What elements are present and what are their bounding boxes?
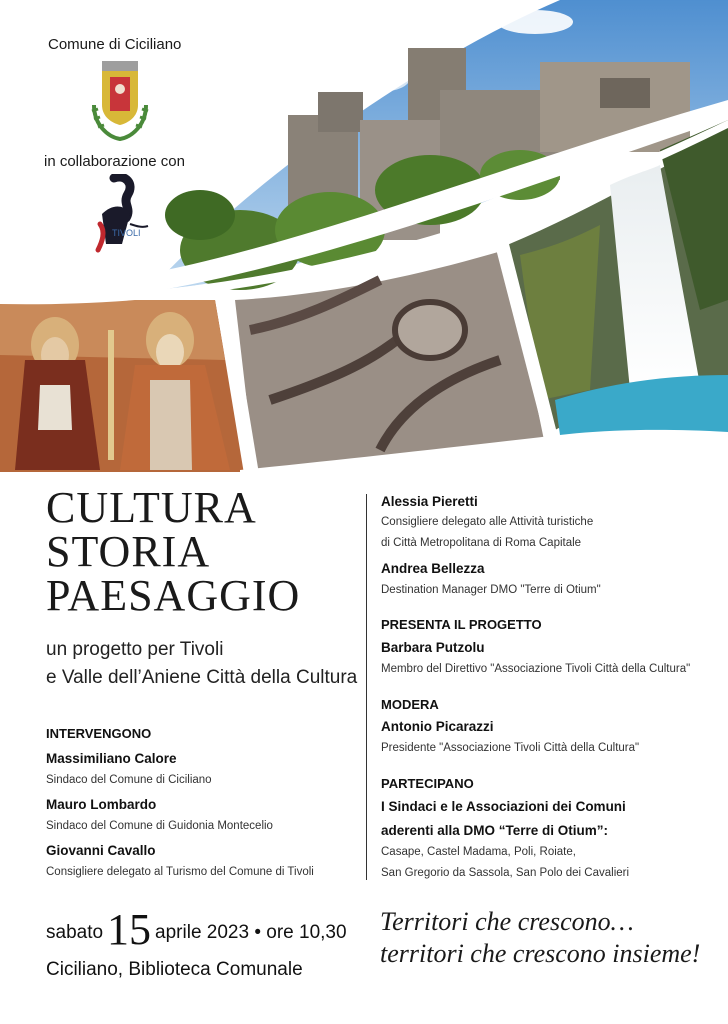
modera-heading: MODERA bbox=[381, 697, 439, 712]
column-divider bbox=[366, 494, 367, 880]
speaker-name: Antonio Picarazzi bbox=[381, 719, 494, 734]
partner-logo-text: TIVOLI bbox=[112, 228, 141, 238]
event-day-name: sabato bbox=[46, 922, 104, 943]
municipality-name: Comune di Ciciliano bbox=[48, 36, 182, 53]
title-line-2: STORIA bbox=[46, 527, 211, 576]
speaker-role: Presidente "Associazione Tivoli Città della Cultura" bbox=[381, 742, 640, 754]
participants-towns: Casape, Castel Madama, Poli, Roiate, bbox=[381, 846, 576, 858]
fresco-photo bbox=[0, 300, 245, 472]
subtitle bbox=[46, 636, 357, 692]
event-month-time: aprile 2023 • ore 10,30 bbox=[155, 922, 347, 943]
event-day-number: 15 bbox=[107, 905, 152, 954]
title-line-1: CULTURA bbox=[46, 483, 257, 532]
subtitle-line-1: un progetto per Tivoli bbox=[46, 639, 224, 660]
speaker-role: Destination Manager DMO "Terre di Otium" bbox=[381, 584, 601, 596]
municipal-coat-of-arms-icon bbox=[88, 55, 152, 147]
speaker-name: Alessia Pieretti bbox=[381, 494, 478, 509]
speaker-name: Andrea Bellezza bbox=[381, 561, 485, 576]
speaker-name: Massimiliano Calore bbox=[46, 751, 177, 766]
title-line-3: PAESAGGIO bbox=[46, 571, 301, 620]
intervengono-heading: INTERVENGONO bbox=[46, 726, 152, 741]
subtitle-line-2: e Valle dell’Aniene Città della Cultura bbox=[46, 667, 358, 688]
participants-line: I Sindaci e le Associazioni dei Comuni bbox=[381, 799, 626, 814]
tivoli-logo-icon bbox=[92, 174, 152, 258]
presenta-heading: PRESENTA IL PROGETTO bbox=[381, 617, 542, 632]
event-place: Ciciliano, Biblioteca Comunale bbox=[46, 959, 303, 980]
collaboration-label: in collaborazione con bbox=[44, 153, 185, 170]
speaker-role: Sindaco del Comune di Guidonia Montecelio bbox=[46, 820, 273, 832]
event-info bbox=[46, 904, 347, 981]
speaker-role: Consigliere delegato alle Attività turistiche bbox=[381, 516, 594, 528]
slogan-line-1: Territori che crescono… bbox=[380, 907, 634, 936]
speaker-name: Barbara Putzolu bbox=[381, 640, 485, 655]
speaker-name: Giovanni Cavallo bbox=[46, 843, 156, 858]
speaker-role: Consigliere delegato al Turismo del Comune di Tivoli bbox=[46, 866, 314, 878]
participants-towns: San Gregorio da Sassola, San Polo dei Cavalieri bbox=[381, 867, 630, 879]
participants-line: aderenti alla DMO “Terre di Otium”: bbox=[381, 823, 609, 838]
speaker-name: Mauro Lombardo bbox=[46, 797, 157, 812]
speaker-role: Membro del Direttivo "Associazione Tivoli Città della Cultura" bbox=[381, 663, 691, 675]
partecipano-heading: PARTECIPANO bbox=[381, 776, 474, 791]
main-title bbox=[46, 483, 301, 620]
slogan-line-2: territori che crescono insieme! bbox=[380, 939, 701, 968]
slogan bbox=[380, 906, 700, 970]
mosaic-photo bbox=[235, 250, 545, 472]
event-date bbox=[46, 904, 347, 955]
speaker-role: Sindaco del Comune di Ciciliano bbox=[46, 774, 212, 786]
speaker-role: di Città Metropolitana di Roma Capitale bbox=[381, 537, 582, 549]
